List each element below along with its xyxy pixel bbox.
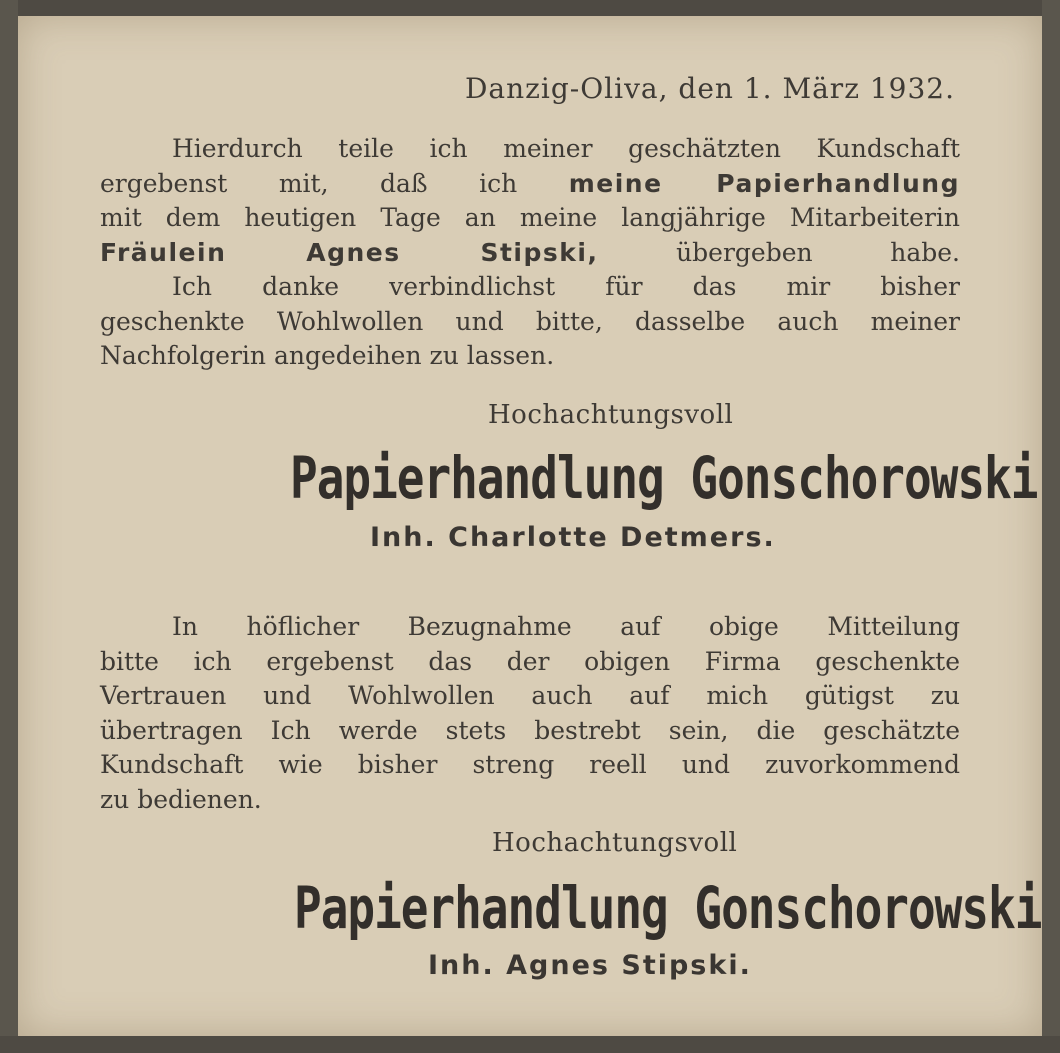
text-line: Vertrauen und Wohlwollen auch auf mich gütigst zu (100, 681, 960, 710)
text-line: übertragen Ich werde stets bestrebt sein, die geschätzte (100, 715, 960, 745)
dateline: Danzig-Oliva, den 1. März 1932. (464, 72, 955, 105)
firm-name-2: Papierhandlung Gonschorowski (294, 874, 1042, 942)
border-bottom (0, 1036, 1060, 1053)
owner-1: Inh. Charlotte Detmers. (370, 522, 776, 553)
text-line: bitte ich ergebenst das der obigen Firma geschenkte (100, 646, 960, 676)
text-line: mit dem heutigen Tage an meine langjährige Mitarbeiterin (100, 203, 960, 232)
border-right (1042, 0, 1060, 1053)
closing-2: Hochachtungsvoll (492, 828, 738, 858)
closing-1: Hochachtungsvoll (488, 400, 734, 430)
border-left (0, 0, 18, 1053)
text-line: Nachfolgerin angedeihen zu lassen. (100, 341, 555, 370)
text-line: zu bedienen. (100, 784, 262, 814)
text-line: geschenkte Wohlwollen und bitte, dasselbe auch meiner (100, 306, 960, 336)
text-line: ergebenst mit, daß ich meine Papierhandlung (100, 168, 960, 198)
text-line: Ich danke verbindlichst für das mir bisher (172, 272, 960, 301)
text-line: Fräulein Agnes Stipski, übergeben habe. (100, 237, 960, 267)
announcement-1-text (100, 132, 960, 374)
owner-2: Inh. Agnes Stipski. (428, 950, 752, 981)
text-line: In höflicher Bezugnahme auf obige Mitteilung (172, 612, 960, 641)
border-top (0, 0, 1060, 16)
emphasis-text: meine Papierhandlung (568, 168, 960, 198)
text-line: Hierdurch teile ich meiner geschätzten Kundschaft (172, 134, 960, 163)
emphasis-name: Fräulein Agnes Stipski, (100, 237, 599, 267)
firm-name-1: Papierhandlung Gonschorowski (290, 444, 1038, 512)
announcement-2-text (100, 610, 960, 817)
text-line: Kundschaft wie bisher streng reell und zuvorkommend (100, 750, 960, 779)
